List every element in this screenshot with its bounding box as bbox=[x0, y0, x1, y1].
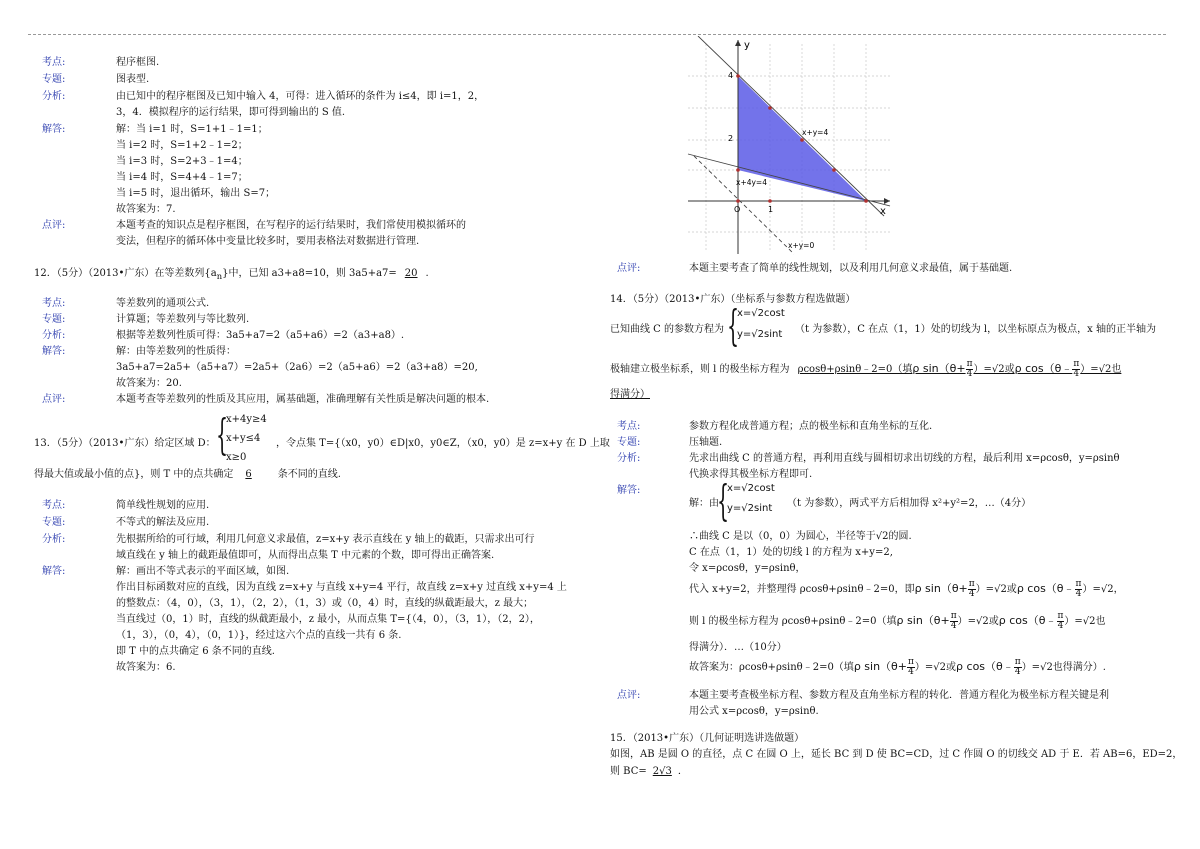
q12-kaodian: 等差数列的通项公式. bbox=[116, 298, 210, 309]
q14-s1-post: （t 为参数），C 在点（1，1）处的切线为 l，以坐标原点为极点，x 轴的正半轴为 bbox=[795, 324, 1156, 335]
q12-answer: 20 bbox=[404, 268, 418, 279]
q15-line1: 如图，AB 是圆 O 的直径，点 C 在圆 O 上，延长 BC 到 D 使 BC=CD，过 C 作圆 O 的切线交 AD 于 E．若 AB=6，ED=2， bbox=[610, 749, 1183, 760]
label-kaodian: 考点: bbox=[42, 298, 66, 309]
label-fenxi: 分析: bbox=[42, 330, 66, 341]
q13-zhuanti: 不等式的解法及应用. bbox=[116, 517, 210, 528]
label-jieda: 解答: bbox=[42, 124, 66, 135]
q13-system-1: x+y≤4 bbox=[226, 433, 261, 444]
q14-sub4: 故答案为：ρcosθ+ρsinθ﹣2=0（填ρ sin（θ+ $\frac{\pi}{4}$ ）=√2或ρ cos（θ﹣ $\frac{\pi}{4}$ ）=√2也得满分）. bbox=[689, 657, 1106, 677]
q14-jieda-post: （t 为参数），两式平方后相加得 x²+y²=2，…（4分） bbox=[787, 498, 1032, 509]
y-axis-arrow bbox=[735, 40, 741, 46]
label-line-x-plus-y-4: x+y=4 bbox=[802, 128, 829, 137]
q14-s3: 得满分） bbox=[610, 389, 650, 400]
q13-jieda-6: 故答案为：6. bbox=[116, 662, 176, 673]
label-dianping: 点评: bbox=[617, 263, 641, 274]
q11-dianping-1: 变法，但程序的循环体中变量比较多时，要用表格法对数据进行管理. bbox=[116, 236, 420, 247]
q15-stem: 15．（2013•广东）（几何证明选讲选做题） bbox=[610, 733, 805, 744]
q11-fenxi-1: 3，4．模拟程序的运行结果，即可得到输出的 S 值. bbox=[116, 107, 346, 118]
q14-sub3: 得满分）．…（10分） bbox=[689, 642, 787, 653]
q11-jieda-2: 当 i=3 时，S=2+3﹣1=4； bbox=[116, 156, 248, 167]
x-axis-label: x bbox=[880, 206, 886, 217]
q14-dianping-0: 本题主要考查极坐标方程、参数方程及直角坐标方程的转化．普通方程化为极坐标方程关键是利 bbox=[689, 690, 1109, 701]
q13-stem-post: ，令点集 T={（x0，y0）∈D|x0，y0∈Z，（x0，y0）是 z=x+y 在 D 上取 bbox=[276, 438, 610, 449]
tick-x1: 1 bbox=[768, 205, 774, 214]
y-axis-label: y bbox=[744, 40, 750, 51]
q14-jieda-x: x=√2cost bbox=[727, 483, 775, 494]
label-line-x-plus-y-0: x+y=0 bbox=[788, 241, 815, 250]
q14-zhuanti: 压轴题. bbox=[689, 437, 723, 448]
q13-stem-line2: 得最大值或最小值的点}，则 T 中的点共确定 6 条不同的直线. bbox=[34, 469, 341, 480]
q11-jieda-4: 当 i=5 时，退出循环，输出 S=7； bbox=[116, 188, 276, 199]
label-dianping: 点评: bbox=[617, 690, 641, 701]
q12-dianping: 本题考查等差数列的性质及其应用，属基础题，准确理解有关性质是解决问题的根本. bbox=[116, 394, 490, 405]
label-jieda: 解答: bbox=[42, 566, 66, 577]
label-jieda: 解答: bbox=[617, 485, 641, 496]
label-kaodian: 考点: bbox=[617, 421, 641, 432]
feasible-region-graph bbox=[684, 36, 894, 256]
q11-jieda-3: 当 i=4 时，S=4+4﹣1=7； bbox=[116, 172, 248, 183]
q14-dianping-1: 用公式 x=ρcosθ，y=ρsinθ. bbox=[689, 706, 819, 717]
q13-jieda-3: 当直线过（0，1）时，直线的纵截距最小，z 最小，从而点集 T={（4，0），（3，1），（2，2）， bbox=[116, 614, 540, 625]
q13-jieda-2: 的整数点：（4，0），（3，1），（2，2），（1，3）或（0，4）时，直线的纵截距最大，z 最大； bbox=[116, 598, 534, 609]
q14-jieda-pre: 解：由 bbox=[689, 498, 719, 509]
label-zhuanti: 专题: bbox=[42, 74, 66, 85]
label-kaodian: 考点: bbox=[42, 57, 66, 68]
q11-dianping-0: 本题考查的知识点是程序框图，在写程序的运行结果时，我们常使用模拟循环的 bbox=[116, 220, 466, 231]
label-dianping: 点评: bbox=[42, 394, 66, 405]
q14-s2: 极轴建立极坐标系，则 l 的极坐标方程为 ρcosθ+ρsinθ﹣2=0（填ρ sin（θ+ $\frac{\pi}{4}$ ）=√2或ρ cos（θ﹣ $\frac{\pi}{4}$ ）=√2也 bbox=[610, 359, 1122, 379]
origin-label: O bbox=[734, 205, 741, 214]
q14-kaodian: 参数方程化成普通方程；点的极坐标和直角坐标的互化. bbox=[689, 421, 933, 432]
q14-jieda-0: ∴曲线 C 是以（0，0）为圆心，半径等于√2的圆. bbox=[689, 531, 912, 542]
q11-jieda-5: 故答案为：7. bbox=[116, 204, 176, 215]
q14-sub1: 代入 x+y=2，并整理得 ρcosθ+ρsinθ﹣2=0，即ρ sin（θ+ $\frac{\pi}{4}$ ）=√2或ρ cos（θ﹣ $\frac{\pi}{4}$ ）=√2， bbox=[689, 579, 1124, 599]
q14-fenxi-0: 先求出曲线 C 的普通方程，再利用直线与圆相切求出切线的方程，最后利用 x=ρcosθ，y=ρsinθ bbox=[689, 453, 1120, 464]
q12-jieda-2: 故答案为：20. bbox=[116, 378, 182, 389]
q14-jieda-1: C 在点（1，1）处的切线 l 的方程为 x+y=2, bbox=[689, 547, 893, 558]
label-kaodian: 考点: bbox=[42, 500, 66, 511]
q13-kaodian: 简单线性规划的应用. bbox=[116, 500, 210, 511]
q15-answer: 2√3 bbox=[652, 766, 672, 777]
q11-jieda-0: 解：当 i=1 时，S=1+1﹣1=1； bbox=[116, 124, 268, 135]
q14-jieda-y: y=√2sint bbox=[727, 503, 773, 514]
left-brace: { bbox=[717, 476, 730, 525]
q13-jieda-4: （1，3），（0，4），（0，1）}，经过这六个点的直线一共有 6 条. bbox=[116, 630, 402, 641]
q13-fenxi-0: 先根据所给的可行域，利用几何意义求最值，z=x+y 表示直线在 y 轴上的截距，只需求出可行 bbox=[116, 534, 535, 545]
q13-stem-pre: 13．（5分）（2013•广东）给定区域 D： bbox=[34, 438, 216, 449]
q14-jieda-2: 令 x=ρcosθ，y=ρsinθ， bbox=[689, 563, 806, 574]
q13-system-0: x+4y≥4 bbox=[226, 414, 267, 425]
q12-jieda-0: 解：由等差数列的性质得： bbox=[116, 346, 236, 357]
x-axis-arrow bbox=[884, 198, 890, 204]
q13-dianping: 本题主要考查了简单的线性规划，以及利用几何意义求最值，属于基础题. bbox=[689, 263, 1013, 274]
q13-fenxi-1: 域直线在 y 轴上的截距最值即可，从而得出点集 T 中元素的个数，即可得出正确答案. bbox=[116, 550, 495, 561]
q11-zhuanti: 图表型. bbox=[116, 74, 150, 85]
q14-param-x: x=√2cost bbox=[737, 308, 785, 319]
q14-s1-pre: 已知曲线 C 的参数方程为 bbox=[610, 324, 725, 335]
q14-stem: 14．（5分）（2013•广东）（坐标系与参数方程选做题） bbox=[610, 294, 856, 305]
q13-jieda-1: 作出目标函数对应的直线，因为直线 z=x+y 与直线 x+y=4 平行，故直线 z=x+y 过直线 x+y=4 上 bbox=[116, 582, 567, 593]
label-line-x-plus-4y-4: x+4y=4 bbox=[736, 178, 767, 187]
top-dashed-divider bbox=[28, 34, 1166, 35]
label-zhuanti: 专题: bbox=[617, 437, 641, 448]
line-x-plus-y-4 bbox=[698, 36, 884, 216]
q12-zhuanti: 计算题；等差数列与等比数列. bbox=[116, 314, 250, 325]
q11-kaodian: 程序框图. bbox=[116, 57, 160, 68]
q12-stem: 12．（5分）（2013•广东）在等差数列$\{a_n\}$中，已知 a3+a8=10，则 3a5+a7= 20 . bbox=[34, 268, 429, 281]
label-dianping: 点评: bbox=[42, 220, 66, 231]
left-brace: { bbox=[727, 301, 740, 350]
q12-jieda-1: 3a5+a7=2a5+（a5+a7）=2a5+（2a6）=2（a5+a6）=2（a3+a8）=20, bbox=[116, 362, 478, 373]
label-fenxi: 分析: bbox=[42, 534, 66, 545]
tick-y2: 2 bbox=[728, 134, 734, 143]
label-jieda: 解答: bbox=[42, 346, 66, 357]
tick-y4: 4 bbox=[728, 71, 734, 80]
q13-jieda-5: 即 T 中的点共确定 6 条不同的直线. bbox=[116, 646, 275, 657]
q11-fenxi-0: 由已知中的程序框图及已知中输入 4，可得：进入循环的条件为 i≤4，即 i=1，2， bbox=[116, 91, 485, 102]
label-zhuanti: 专题: bbox=[42, 517, 66, 528]
q13-answer: 6 bbox=[245, 469, 252, 480]
q12-fenxi: 根据等差数列性质可得：3a5+a7=2（a5+a6）=2（a3+a8）. bbox=[116, 330, 405, 341]
q13-system-2: x≥0 bbox=[226, 452, 247, 463]
label-zhuanti: 专题: bbox=[42, 314, 66, 325]
q14-sub2: 则 l 的极坐标方程为 ρcosθ+ρsinθ﹣2=0（填ρ sin（θ+ $\frac{\pi}{4}$ ）=√2或ρ cos（θ﹣ $\frac{\pi}{4}$ ）=√2也 bbox=[689, 611, 1106, 631]
label-fenxi: 分析: bbox=[617, 453, 641, 464]
q14-param-y: y=√2sint bbox=[737, 329, 783, 340]
q13-jieda-0: 解：画出不等式表示的平面区域，如图. bbox=[116, 566, 290, 577]
q15-line2: 则 BC= 2√3 ． bbox=[610, 766, 688, 777]
q14-fenxi-1: 代换求得其极坐标方程即可. bbox=[689, 469, 813, 480]
left-brace: { bbox=[216, 410, 229, 459]
label-fenxi: 分析: bbox=[42, 91, 66, 102]
q11-jieda-1: 当 i=2 时，S=1+2﹣1=2； bbox=[116, 140, 248, 151]
